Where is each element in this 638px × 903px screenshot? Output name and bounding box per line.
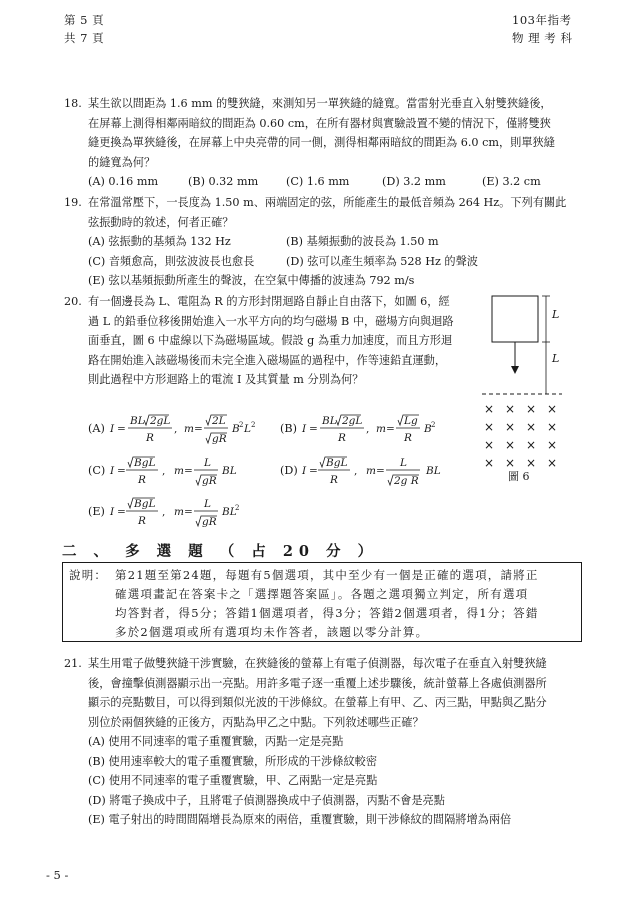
option-d: (D) 弦可以產生頻率為 528 Hz 的聲波 (286, 254, 478, 268)
stem-line: 在屏幕上測得相鄰兩暗紋的間距為 0.60 cm，在所有器材與實驗設置不變的情況下，僅將雙狹 (88, 116, 551, 130)
field-cross-icon: × (484, 456, 495, 470)
instructions-box (62, 562, 582, 642)
question-stem (88, 654, 584, 732)
formula-d (300, 452, 470, 492)
exam-year: 103年指考 (512, 13, 572, 27)
stem-line: 別位於兩個狹縫的正後方，丙點為甲乙之中點。下列敘述哪些正確？ (88, 715, 424, 729)
option-b: (B) 基頻振動的波長為 1.50 m (286, 235, 439, 248)
options (88, 232, 584, 291)
section-title: 二 、 多 選 題 （ 占 20 分 ） (62, 543, 379, 560)
instructions-line: 第21題至第24題，每題有5個選項，其中至少有一個是正確的選項，請將正 (115, 568, 539, 582)
svg-text:gR: gR (202, 475, 217, 487)
stem-line: 後，會撞擊偵測器顯示出一亮點。用許多電子逐一重覆上述步驟後，統計螢幕上各處偵測器所 (88, 676, 547, 690)
option-c: (C) 音頻愈高，則弦波波長也愈長 (88, 254, 255, 268)
svg-text:=: = (194, 423, 203, 435)
option-b: (B) (280, 422, 297, 435)
options (88, 732, 584, 830)
svg-text:BgL: BgL (134, 457, 156, 469)
svg-text:=: = (184, 506, 193, 518)
svg-text:=: = (309, 423, 318, 435)
svg-text:gR: gR (202, 516, 217, 528)
svg-text:m: m (184, 423, 194, 435)
svg-text:,: , (162, 506, 166, 518)
stem-line: 的縫寬為何？ (88, 155, 156, 169)
option-e: (E) 電子射出的時間間隔增長為原來的兩倍，重覆實驗，則干涉條紋的間隔將增為兩倍 (88, 813, 512, 826)
page-number: 第 5 頁 (64, 13, 105, 27)
field-cross-icon: × (547, 420, 558, 434)
option-d: (D) 將電子換成中子，且將電子偵測器換成中子偵測器，丙點不會是亮點 (88, 793, 445, 807)
question-stem (88, 292, 484, 390)
question-stem (88, 193, 584, 232)
field-cross-icon: × (484, 402, 495, 416)
option-d: (D) 3.2 mm (382, 175, 446, 188)
figure-caption: 圖 6 (508, 470, 530, 483)
svg-text:2: 2 (239, 421, 244, 429)
field-cross-icon: × (505, 420, 516, 434)
svg-text:B: B (232, 423, 240, 435)
stem-line: 某生用電子做雙狹縫干涉實驗，在狹縫後的螢幕上有電子偵測器，每次電子在垂直入射雙狹縫 (88, 657, 547, 670)
field-cross-icon: × (526, 438, 537, 452)
option-e: (E) 弦以基頻振動所產生的聲波，在空氣中傳播的波速為 792 m/s (88, 274, 415, 287)
field-cross-icon: × (526, 420, 537, 434)
question-18 (64, 94, 584, 192)
length-label-2: L (552, 352, 560, 365)
svg-text:gR: gR (212, 433, 227, 445)
option-c: (C) 使用不同速率的電子重覆實驗，甲、乙兩點一定是亮點 (88, 774, 378, 787)
field-cross-icon: × (505, 438, 516, 452)
svg-text:BgL: BgL (134, 498, 156, 510)
svg-text:R: R (146, 432, 154, 444)
page-footer: - 5 - (46, 868, 69, 882)
svg-text:2: 2 (235, 504, 240, 512)
svg-text:I: I (110, 465, 115, 477)
stem-line: 有一個邊長為 L、電阻為 R 的方形封閉迴路自靜止自由落下，如圖 6，經 (88, 295, 450, 308)
svg-text:Lg: Lg (404, 415, 418, 427)
option-a: (A) 弦振動的基頻為 132 Hz (88, 235, 231, 248)
stem-line: 縫更換為單狹縫後，在屏幕上中央亮帶的同一側，測得相鄰兩暗紋的間距為 6.0 cm，則單狹縫 (88, 136, 555, 149)
svg-text:=: = (386, 423, 395, 435)
instructions-line: 確選項畫記在答案卡之「選擇題答案區」。各題之選項獨立判定，所有選項 (115, 587, 529, 601)
svg-text:L: L (244, 423, 251, 435)
svg-text:=: = (184, 465, 193, 477)
question-number: 18. (64, 97, 82, 110)
svg-text:L: L (204, 498, 211, 510)
svg-text:R: R (138, 474, 146, 486)
stem-line: 過 L 的鉛垂位移後開始進入一水平方向的均勻磁場 B 中，磁場方向與迴路 (88, 314, 454, 328)
svg-text:=: = (309, 465, 318, 477)
stem-line: 則此過程中方形迴路上的電流 I 及其質量 m 分別為何？ (88, 373, 364, 386)
svg-text:I: I (302, 423, 307, 435)
svg-text:2gL: 2gL (150, 415, 171, 427)
question-19 (64, 193, 584, 291)
field-cross-icon: × (547, 402, 558, 416)
svg-text:2gL: 2gL (342, 415, 363, 427)
option-d: (D) (280, 464, 298, 477)
page-total: 共 7 頁 (64, 31, 105, 45)
field-cross-icon: × (505, 456, 516, 470)
svg-text:2: 2 (251, 421, 256, 429)
field-cross-icon: × (505, 402, 516, 416)
svg-text:=: = (117, 506, 126, 518)
stem-line: 在常溫常壓下，一長度為 1.50 m、兩端固定的弦，所能產生的最低音頻為 264 Hz。下列有關此 (88, 196, 567, 209)
question-stem (88, 94, 584, 172)
question-21 (64, 654, 584, 830)
svg-text:,: , (354, 465, 358, 477)
svg-text:2L: 2L (212, 415, 226, 427)
formula-e (108, 493, 278, 533)
option-b: (B) 0.32 mm (188, 175, 259, 188)
svg-text:2g R: 2g R (394, 475, 419, 487)
formula-a (108, 410, 278, 450)
subject-label: 物 理 考 科 (512, 31, 573, 45)
svg-text:I: I (302, 465, 307, 477)
question-number: 21. (64, 657, 82, 670)
svg-text:2: 2 (431, 421, 436, 429)
instructions-line: 多於2個選項或所有選項均未作答者，該題以零分計算。 (115, 625, 429, 639)
svg-text:BgL: BgL (326, 457, 348, 469)
fall-arrowhead (511, 366, 519, 374)
svg-text:,: , (174, 423, 178, 435)
svg-text:BL: BL (222, 465, 237, 477)
option-a: (A) 使用不同速率的電子重覆實驗，丙點一定是亮點 (88, 735, 344, 748)
svg-text:=: = (376, 465, 385, 477)
option-e: (E) 3.2 cm (482, 175, 541, 188)
svg-text:=: = (117, 423, 126, 435)
option-c: (C) (88, 464, 106, 477)
instructions-line: 均答對者，得5分；答錯1個選項者，得3分；答錯2個選項者，得1分；答錯 (115, 606, 539, 620)
instructions-text (115, 566, 575, 642)
field-cross-icon: × (526, 456, 537, 470)
stem-line: 顯示的亮點數目，可以得到類似光波的干涉條紋。在螢幕上有甲、乙、丙三點，甲點與乙點分 (88, 696, 547, 709)
formula-b (300, 410, 470, 450)
field-cross-icon: × (526, 402, 537, 416)
svg-text:BL: BL (130, 415, 145, 427)
square-loop (492, 296, 538, 342)
question-number: 20. (64, 295, 82, 308)
svg-text:R: R (330, 474, 338, 486)
field-cross-icon: × (484, 420, 495, 434)
svg-text:BL: BL (426, 465, 441, 477)
question-20 (64, 292, 484, 390)
option-c: (C) 1.6 mm (286, 175, 350, 188)
option-a: (A) (88, 422, 105, 435)
svg-text:L: L (400, 457, 407, 469)
field-cross-icon: × (484, 438, 495, 452)
svg-text:m: m (174, 465, 184, 477)
option-e: (E) (88, 505, 105, 518)
svg-text:R: R (138, 515, 146, 527)
instructions-label: 說明： (69, 568, 108, 582)
svg-text:BL: BL (222, 506, 237, 518)
svg-text:L: L (204, 457, 211, 469)
stem-line: 弦振動時的敘述，何者正確？ (88, 215, 234, 229)
question-number: 19. (64, 196, 82, 209)
stem-line: 某生欲以間距為 1.6 mm 的雙狹縫，來測知另一單狹縫的縫寬。當雷射光垂直入射雙狹縫後， (88, 97, 552, 110)
stem-line: 面垂直，圖 6 中虛線以下為磁場區域。假設 g 為重力加速度，而且方形迴 (88, 334, 453, 347)
svg-text:R: R (338, 432, 346, 444)
svg-text:B: B (424, 423, 432, 435)
option-a: (A) 0.16 mm (88, 175, 159, 188)
svg-text:m: m (366, 465, 376, 477)
field-cross-icon: × (547, 456, 558, 470)
stem-line: 路在開始進入該磁場後而未完全進入磁場區的過程中，作等速鉛直運動， (88, 353, 447, 367)
svg-text:=: = (117, 465, 126, 477)
svg-text:,: , (366, 423, 370, 435)
svg-text:m: m (174, 506, 184, 518)
svg-text:I: I (110, 506, 115, 518)
svg-text:R: R (404, 432, 412, 444)
svg-text:,: , (162, 465, 166, 477)
field-cross-icon: × (547, 438, 558, 452)
length-label-1: L (552, 308, 560, 321)
svg-text:BL: BL (322, 415, 337, 427)
option-b: (B) 使用速率較大的電子重覆實驗，所形成的干涉條紋較密 (88, 754, 378, 768)
svg-text:m: m (376, 423, 386, 435)
svg-text:I: I (110, 423, 115, 435)
options (88, 172, 584, 192)
formula-c (108, 452, 278, 492)
